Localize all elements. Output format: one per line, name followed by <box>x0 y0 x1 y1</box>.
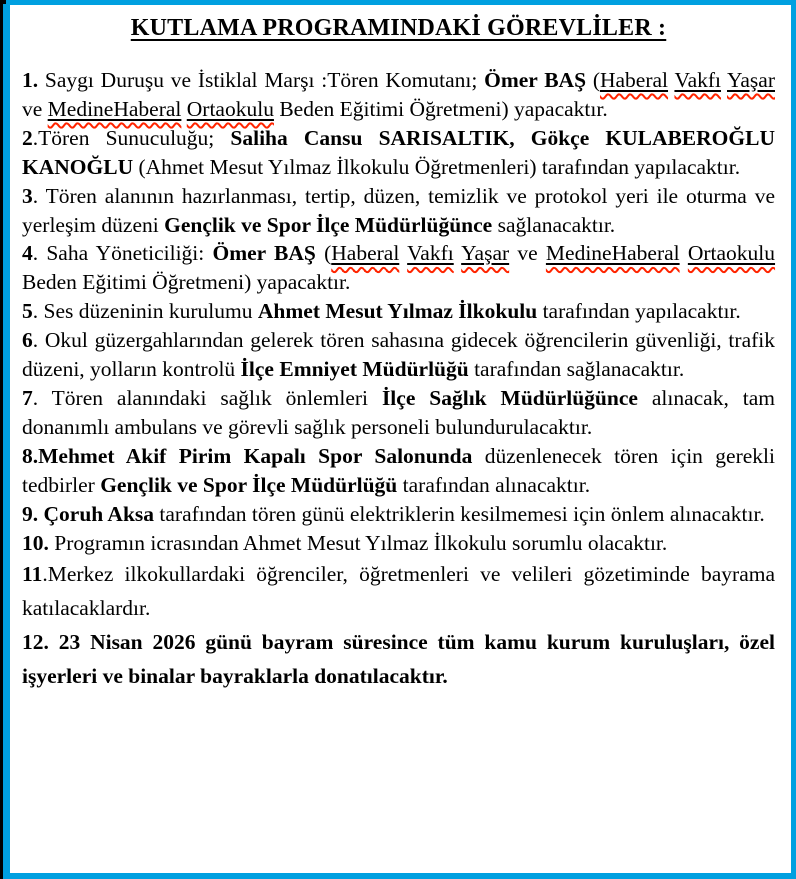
program-item <box>22 239 775 297</box>
text-run <box>399 241 407 265</box>
misspelled-word <box>674 68 721 92</box>
bold-text-run: 2 <box>22 125 33 150</box>
misspelled-word <box>187 97 274 121</box>
misspelled-word <box>461 241 509 265</box>
underlined-text: Yaşar <box>727 68 775 92</box>
program-item <box>22 500 775 529</box>
text-run: . Ses düzeninin kurulumu <box>32 299 258 324</box>
text-run: ve <box>22 96 48 121</box>
bold-text-run: 1. <box>22 68 39 92</box>
text-run: Beden Eğitimi Öğretmeni) yapacaktır. <box>273 96 608 121</box>
underlined-text: Ortaokulu <box>186 96 274 121</box>
program-item <box>22 182 775 240</box>
program-items <box>22 66 775 693</box>
text-run: .Merkez ilkokullardaki öğrenciler, öğretmenleri ve velileri gözetiminde bayrama katılacaklardır. <box>22 562 775 621</box>
text-run: tarafından alınacaktır. <box>397 472 591 497</box>
text-run: tarafından yapılacaktır. <box>537 299 741 324</box>
underlined-text: Ortaokulu <box>687 241 776 266</box>
text-run: Beden Eğitimi Öğretmeni) yapacaktır. <box>22 270 351 295</box>
misspelled-word <box>48 97 182 121</box>
misspelled-word <box>727 68 775 92</box>
text-run: . Okul güzergahlarından gelerek tören sahasına gidecek öğrencilerin güvenliği, trafik düzeni, yolların kontrolü <box>22 328 775 382</box>
text-run: ( <box>324 241 332 266</box>
text-run: sağlanacaktır. <box>492 212 616 237</box>
program-item <box>22 326 775 384</box>
text-run: Saygı Duruşu ve İstiklal Marşı :Tören Komutanı; <box>38 68 485 92</box>
text-run: . Saha Yöneticiliği: <box>32 241 213 266</box>
bold-text-run: 11 <box>22 562 43 587</box>
bold-text-run: İlçe Emniyet Müdürlüğü <box>240 357 469 382</box>
bold-text-run: 6 <box>22 328 33 353</box>
bold-text-run: 5 <box>22 299 33 324</box>
underlined-text: MedineHaberal <box>545 241 680 266</box>
text-run: tarafından sağlanacaktır. <box>468 357 685 382</box>
bold-text-run: 4 <box>22 241 33 266</box>
program-item <box>22 529 775 558</box>
bold-text-run: 10. <box>22 530 49 555</box>
bold-text-run: 9. Çoruh Aksa <box>22 501 155 526</box>
misspelled-word <box>600 68 668 92</box>
underlined-text: Yaşar <box>461 241 510 266</box>
page-title: KUTLAMA PROGRAMINDAKİ GÖREVLİLER : <box>130 15 667 41</box>
program-item <box>22 442 775 500</box>
left-edge-line <box>0 0 3 879</box>
misspelled-word <box>546 241 680 265</box>
text-run: (Ahmet Mesut Yılmaz İlkokulu Öğretmenleri) tarafından yapılacaktır. <box>138 154 741 179</box>
bold-text-run: 3 <box>22 183 33 208</box>
misspelled-word <box>331 241 399 265</box>
text-run: .Tören Sunuculuğu; <box>32 125 231 150</box>
bold-text-run: İlçe Sağlık Müdürlüğünce <box>381 385 638 410</box>
program-item <box>22 384 775 442</box>
text-run <box>680 241 688 265</box>
bold-text-run: 7 <box>22 385 33 410</box>
bold-text-run: Ömer BAŞ <box>484 68 593 92</box>
corner-notch <box>0 0 6 4</box>
text-run: ( <box>592 68 600 92</box>
bold-text-run: Ahmet Mesut Yılmaz İlkokulu <box>257 299 538 324</box>
program-item <box>22 625 775 693</box>
bold-text-run: Ömer BAŞ <box>212 241 325 266</box>
underlined-text: MedineHaberal <box>47 96 182 121</box>
underlined-text: Vakfı <box>674 68 722 92</box>
title-row <box>22 12 775 45</box>
program-item <box>22 66 775 124</box>
misspelled-word <box>688 241 775 265</box>
bold-text-run: Gençlik ve Spor İlçe Müdürlüğünce <box>164 212 493 237</box>
text-run: tarafından tören günü elektriklerin kesilmemesi için önlem alınacaktır. <box>154 501 765 526</box>
text-run: ve <box>509 241 546 266</box>
underlined-text: Vakfı <box>407 241 454 266</box>
text-run: Programın icrasından Ahmet Mesut Yılmaz İlkokulu sorumlu olacaktır. <box>48 530 668 555</box>
bold-text-run: 8.Mehmet Akif Pirim Kapalı Spor Salonunda <box>22 443 473 468</box>
text-run: . Tören alanının hazırlanması, tertip, düzen, temizlik ve protokol yeri ile oturma ve yerleşim düzeni <box>22 183 775 237</box>
underlined-text: Haberal <box>599 68 669 92</box>
document-content <box>10 5 791 873</box>
bold-text-run: 12. 23 Nisan 2026 günü bayram süresince tüm kamu kurum kuruluşları, özel işyerleri ve binalar bayraklarla donatılacaktır. <box>22 630 775 689</box>
text-run: . Tören alanındaki sağlık önlemleri <box>32 385 382 410</box>
program-item <box>22 557 775 625</box>
program-item <box>22 297 775 326</box>
bold-text-run: Gençlik ve Spor İlçe Müdürlüğü <box>100 472 398 497</box>
text-run: düzenlenecek tören için gerekli tedbirler <box>22 443 775 497</box>
program-item <box>22 124 775 182</box>
bold-text-run: Saliha Cansu SARISALTIK, Gökçe KULABEROĞLU KANOĞLU <box>22 125 775 179</box>
misspelled-word <box>407 241 454 265</box>
underlined-text: Haberal <box>331 241 400 266</box>
text-run: alınacak, tam donanımlı ambulans ve görevli sağlık personeli bulundurulacaktır. <box>22 385 775 439</box>
